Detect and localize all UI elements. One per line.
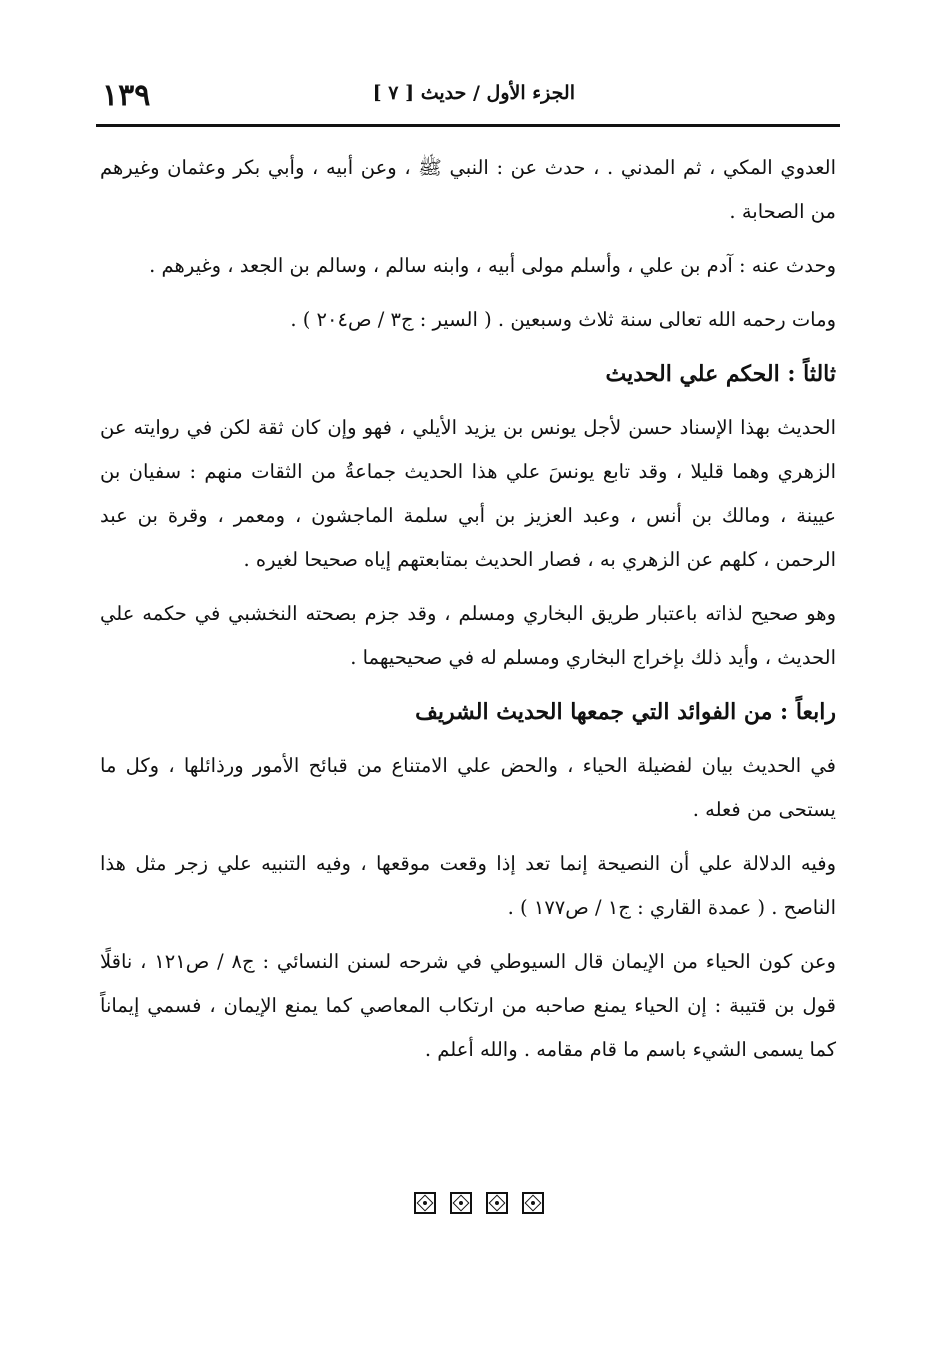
section-end-ornaments xyxy=(414,1192,564,1218)
paragraph-ruling: الحديث بهذا الإسناد حسن لأجل يونس بن يزيد الأيلي ، فهو وإن كان ثقة لكن في روايته عن الزهري وهما قليلا ، وقد تابع يونسَ علي هذا الحديث جماعةُ من الثقات منهم : سفيان بن عيينة ، ومالك بن أنس ، وعبد العزيز بن أبي سلمة الماجشون ، ومعمر ، وقرة بن عبد الرحمن ، كلهم عن الزهري به ، فصار الحديث بمتابعتهم إياه صحيحا لغيره . xyxy=(100,416,836,571)
paragraph-advice: وفيه الدلالة علي أن النصيحة إنما تعد إذا وقعت موقعها ، وفيه التنبيه علي زجر مثل هذا الناصح . ( عمدة القاري : ج١ / ص١٧٧ ) . xyxy=(100,852,836,919)
paragraph-suyuti: وعن كون الحياء من الإيمان قال السيوطي في شرحه لسنن النسائي : ج٨ / ص١٢١ ، ناقلًا قول بن قتيبة : إن الحياء يمنع صاحبه من ارتكاب المعاصي كما يمنع الإيمان ، فسمي إيماناً كما يسمى الشيء باسم ما قام مقامه . والله أعلم . xyxy=(100,950,836,1061)
page-number: ١٣٩ xyxy=(102,78,151,113)
ornament-icon xyxy=(522,1192,544,1214)
ornament-icon xyxy=(414,1192,436,1214)
header-divider xyxy=(96,124,840,127)
running-title: الجزء الأول / حديث [ ٧ ] xyxy=(372,82,575,104)
paragraph-death: ومات رحمه الله تعالى سنة ثلاث وسبعين . ( السير : ج٣ / ص٢٠٤ ) . xyxy=(290,308,836,331)
ornament-icon xyxy=(450,1192,472,1214)
paragraph-narrators-from: العدوي المكي ، ثم المدني . ، حدث عن : النبي ﷺ ، وعن أبيه ، وأبي بكر وعثمان وغيرهم من الصحابة . xyxy=(100,156,836,223)
paragraph-authenticity: وهو صحيح لذاته باعتبار طريق البخاري ومسلم ، وقد جزم بصحته النخشبي في حكمه علي الحديث ، وأيد ذلك بإخراج البخاري ومسلم له في صحيحيهما . xyxy=(100,602,836,669)
paragraph-modesty: في الحديث بيان لفضيلة الحياء ، والحض علي الامتناع من قبائح الأمور ورذائلها ، وكل ما يستحى من فعله . xyxy=(100,754,836,821)
section-heading-ruling: ثالثاً : الحكم علي الحديث xyxy=(605,361,836,387)
ornament-icon xyxy=(486,1192,508,1214)
page-header xyxy=(96,78,840,122)
section-heading-benefits: رابعاً : من الفوائد التي جمعها الحديث الشريف xyxy=(415,699,836,725)
page-content xyxy=(100,146,836,1082)
paragraph-narrators-to: وحدث عنه : آدم بن علي ، وأسلم مولى أبيه ، وابنه سالم ، وسالم بن الجعد ، وغيرهم . xyxy=(149,254,836,277)
